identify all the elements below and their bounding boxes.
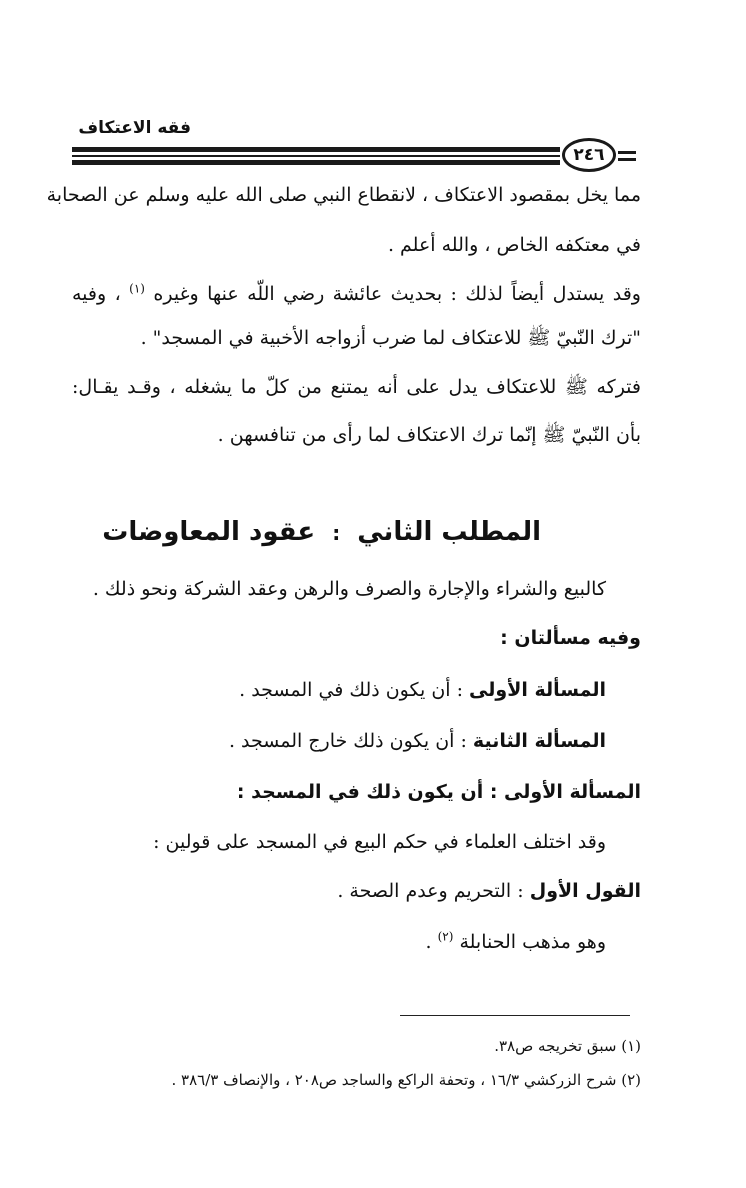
footnote-2-text: شرح الزركشي ١٦/٣ ، وتحفة الراكع والساجد ص٢٠٨ ، والإنصاف ٣٨٦/٣ . <box>171 1071 617 1089</box>
header-rule-stub-bottom <box>618 158 636 161</box>
intro-line: كالبيع والشراء والإجارة والصرف والرهن وعقد الشركة ونحو ذلك . <box>92 578 606 600</box>
footnote-2-number: (٢) <box>621 1071 641 1089</box>
issue-1-text: : أن يكون ذلك في المسجد . <box>239 679 463 701</box>
header-rule-top <box>72 147 560 152</box>
paragraph-3-line-2: بأن النّبيّ ﷺ إنّما ترك الاعتكاف لما رأى من تنافسهن . <box>217 424 641 446</box>
paragraph-1-line-2: في معتكفه الخاص ، والله أعلم . <box>387 234 641 256</box>
madhhab-text: وهو مذهب الحنابلة <box>459 931 606 953</box>
footnote-rule <box>400 1015 630 1016</box>
paragraph-1-line-1: مما يخل بمقصود الاعتكاف ، لانقطاع النبي صلى الله عليه وسلم عن الصحابة <box>46 184 641 206</box>
header-rule-middle <box>72 155 560 157</box>
paragraph-2-line-1-tail: ، وفيه <box>72 283 121 305</box>
opinion-1-line <box>337 878 641 904</box>
running-title: فقه الاعتكاف <box>78 118 191 138</box>
header-rule-bottom <box>72 160 560 165</box>
header-rule-stub-top <box>618 151 636 154</box>
footnote-1-number: (١) <box>621 1037 641 1055</box>
section-separator: : <box>332 521 341 545</box>
section-title: عقود المعاوضات <box>102 517 316 547</box>
paragraph-2-line-1 <box>72 281 641 307</box>
footnote-ref-1: (١) <box>129 281 145 296</box>
issue-1-label: المسألة الأولى <box>469 679 606 701</box>
opinion-1-text: : التحريم وعدم الصحة . <box>337 880 524 902</box>
madhhab-line <box>425 929 606 955</box>
issue-1-heading: المسألة الأولى : أن يكون ذلك في المسجد : <box>236 781 641 803</box>
paragraph-3-line-1: فتركه ﷺ للاعتكاف يدل على أنه يمتنع من كلّ ما يشغله ، وقـد يقـال: <box>72 376 641 398</box>
footnote-1 <box>494 1035 641 1057</box>
dispute-line: وقد اختلف العلماء في حكم البيع في المسجد على قولين : <box>153 831 606 853</box>
issue-2-text: : أن يكون ذلك خارج المسجد . <box>228 730 467 752</box>
madhhab-tail: . <box>425 931 432 953</box>
issue-2-label: المسألة الثانية <box>472 730 606 752</box>
footnote-1-text: سبق تخريجه ص٣٨. <box>494 1037 617 1055</box>
paragraph-2-line-1-text: وقد يستدل أيضاً لذلك : بحديث عائشة رضي اللّه عنها وغيره <box>153 283 641 305</box>
section-label: المطلب الثاني <box>357 517 541 547</box>
issue-2-line <box>229 728 606 754</box>
footnote-ref-2: (٢) <box>437 929 454 944</box>
opinion-1-label: القول الأول <box>529 880 641 902</box>
page-number: ٢٤٦ <box>562 138 616 172</box>
issue-1-line <box>239 677 606 703</box>
paragraph-2-line-2: "ترك النّبيّ ﷺ للاعتكاف لما ضرب أزواجه الأخبية في المسجد" . <box>140 327 641 349</box>
section-heading <box>102 514 541 551</box>
issues-heading: وفيه مسألتان : <box>500 627 641 649</box>
footnote-2 <box>171 1069 641 1091</box>
